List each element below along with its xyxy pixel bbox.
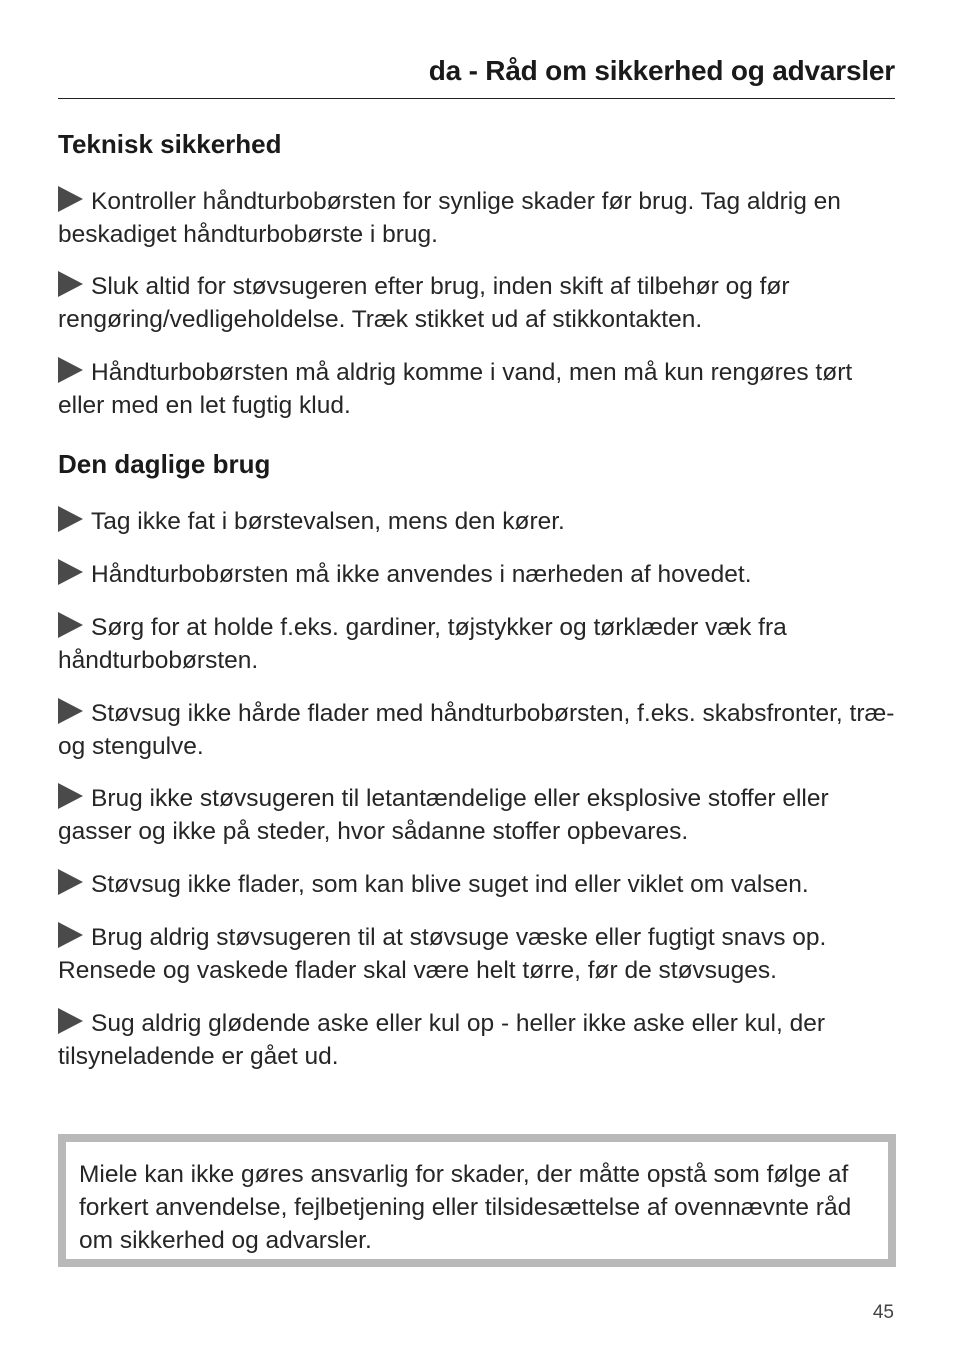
triangle-right-icon (58, 698, 83, 724)
triangle-right-icon (58, 922, 83, 948)
triangle-right-icon (58, 559, 83, 585)
triangle-right-icon (58, 186, 83, 212)
triangle-right-icon (58, 357, 83, 383)
list-item: Brug ikke støvsugeren til letantændelige eller eksplosive stoffer eller gasser og ikke på steder, hvor sådanne stoffer opbevares. (58, 785, 829, 845)
list-item: Håndturbobørsten må aldrig komme i vand, men må kun rengøres tørt eller med en let fugtig klud. (58, 359, 853, 419)
list-item: Støvsug ikke hårde flader med håndturbobørsten, f.eks. skabsfronter, træ- og stengulve. (58, 700, 895, 760)
section-heading-daily-use: Den daglige brug (58, 449, 271, 479)
triangle-right-icon (58, 271, 83, 297)
triangle-right-icon (58, 1008, 83, 1034)
list-item: Sluk altid for støvsugeren efter brug, inden skift af tilbehør og før rengøring/vedligeholdelse. Træk stikket ud af stikkontakten. (58, 273, 790, 333)
list-item: Brug aldrig støvsugeren til at støvsuge væske eller fugtigt snavs op. Rensede og vaskede flader skal være helt tørre, før de støvsuges. (58, 924, 827, 984)
list-item: Sug aldrig glødende aske eller kul op - heller ikke aske eller kul, der tilsyneladende er gået ud. (58, 1010, 826, 1070)
triangle-right-icon (58, 783, 83, 809)
liability-notice-text: Miele kan ikke gøres ansvarlig for skader, der måtte opstå som følge af forkert anvendelse, fejlbetjening eller tilsidesættelse af ovennævnte råd om sikkerhed og advarsler. (79, 1161, 852, 1254)
list-item: Sørg for at holde f.eks. gardiner, tøjstykker og tørklæder væk fra håndturbobørsten. (58, 614, 787, 674)
list-item: Håndturbobørsten må ikke anvendes i nærheden af hovedet. (58, 558, 898, 591)
section-heading-technical-safety: Teknisk sikkerhed (58, 129, 282, 159)
triangle-right-icon (58, 869, 83, 895)
page-number: 45 (872, 1302, 894, 1323)
list-item: Støvsug ikke flader, som kan blive suget ind eller viklet om valsen. (58, 868, 898, 901)
list-item: Tag ikke fat i børstevalsen, mens den kører. (58, 505, 898, 538)
page-header (58, 54, 895, 99)
list-item: Kontroller håndturbobørsten for synlige skader før brug. Tag aldrig en beskadiget håndturbobørste i brug. (58, 188, 841, 248)
liability-notice-box (58, 1134, 896, 1267)
triangle-right-icon (58, 506, 83, 532)
triangle-right-icon (58, 612, 83, 638)
page-title: da - Råd om sikkerhed og advarsler (428, 55, 895, 86)
